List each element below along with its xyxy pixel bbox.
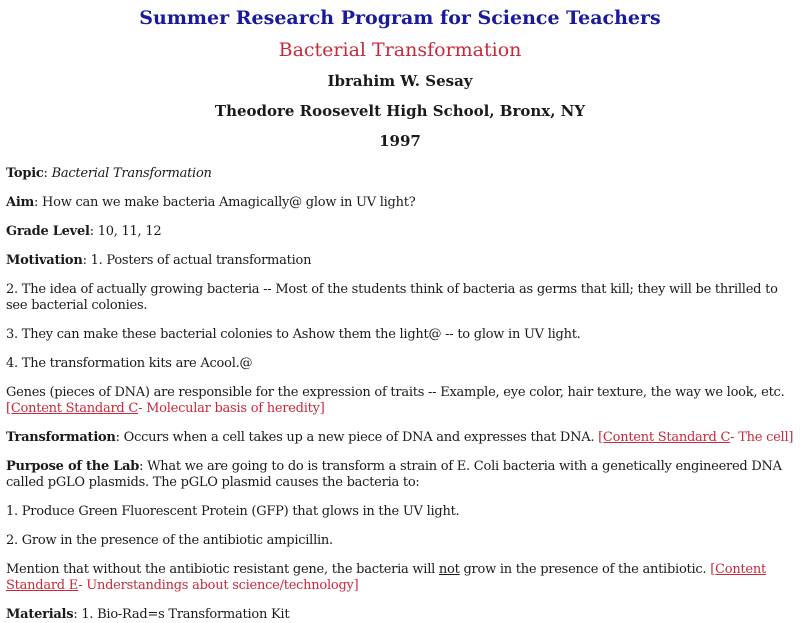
aim-paragraph: Aim: How can we make bacteria Amagically@ glow in UV light? (6, 195, 416, 210)
standard-description: - Molecular basis of heredity] (138, 401, 325, 416)
motivation-label: Motivation (6, 253, 83, 268)
year: 1997 (379, 132, 421, 150)
motivation-item: 3. They can make these bacterial colonies to Ashow them the light@ -- to glow in UV light. (6, 327, 581, 342)
transformation-label: Transformation (6, 430, 116, 445)
grade-level-paragraph: Grade Level: 10, 11, 12 (6, 224, 162, 239)
purpose-item: 1. Produce Green Fluorescent Protein (GFP) that glows in the UV light. (6, 504, 460, 519)
materials-label: Materials (6, 607, 74, 622)
materials-item: 1. Bio-Rad=s Transformation Kit (81, 607, 290, 622)
grade-level-label: Grade Level (6, 224, 90, 239)
school-name: Theodore Roosevelt High School, Bronx, NY (214, 102, 586, 120)
purpose-label: Purpose of the Lab (6, 459, 140, 474)
motivation-item: 1. Posters of actual transformation (90, 253, 312, 268)
document-header (6, 6, 794, 152)
aim-value: How can we make bacteria Amagically@ glow in UV light? (42, 195, 416, 210)
content-standard-c-link[interactable]: [Content Standard C (6, 401, 139, 416)
topic-label: Topic (6, 166, 44, 181)
document-page (0, 6, 800, 623)
program-title: Summer Research Program for Science Teachers (139, 7, 661, 29)
motivation-item: 4. The transformation kits are Acool.@ (6, 356, 253, 371)
genes-paragraph (6, 385, 794, 417)
topic-paragraph: Topic: Bacterial Transformation (6, 166, 212, 181)
author-name: Ibrahim W. Sesay (327, 72, 473, 90)
genes-text: Genes (pieces of DNA) are responsible for the expression of traits -- Example, eye color, hair texture, the way we look, etc. (6, 385, 785, 400)
standard-description: - Understandings about science/technology] (78, 578, 359, 593)
purpose-text: What we are going to do is transform a strain of E. Coli bacteria with a genetically engineered DNA called pGLO plasmids. The pGLO plasmid causes the bacteria to: (6, 459, 782, 490)
content-standard-e-link[interactable]: [Content Standard E (6, 562, 766, 593)
materials-paragraph: Materials: 1. Bio-Rad=s Transformation Kit (6, 607, 290, 622)
motivation-item: 2. The idea of actually growing bacteria -- Most of the students think of bacteria as germs that kill; they will be thrilled to see bacterial colonies. (6, 282, 778, 313)
purpose-paragraph: Purpose of the Lab: What we are going to do is transform a strain of E. Coli bacteria with a genetically engineered DNA called pGLO plasmids. The pGLO plasmid causes the bacteria to: (6, 459, 782, 490)
transformation-paragraph: Transformation: Occurs when a cell takes up a new piece of DNA and expresses that DNA. [Content Standard C- The cell] (6, 430, 794, 445)
standard-description: - The cell] (730, 430, 794, 445)
mention-text-before: Mention that without the antibiotic resistant gene, the bacteria will (6, 562, 436, 577)
content-standard-c-link[interactable]: [Content Standard C (598, 430, 731, 445)
grade-level-value: 10, 11, 12 (97, 224, 162, 239)
mention-text-after: grow in the presence of the antibiotic. (463, 562, 707, 577)
mention-paragraph (6, 562, 794, 594)
mention-emphasis: not (438, 562, 460, 577)
topic-value: Bacterial Transformation (51, 166, 212, 181)
aim-label: Aim (6, 195, 35, 210)
transformation-text: Occurs when a cell takes up a new piece of DNA and expresses that DNA. (123, 430, 595, 445)
motivation-paragraph: Motivation: 1. Posters of actual transformation (6, 253, 312, 268)
lesson-title: Bacterial Transformation (278, 39, 522, 61)
purpose-item: 2. Grow in the presence of the antibiotic ampicillin. (6, 533, 333, 548)
